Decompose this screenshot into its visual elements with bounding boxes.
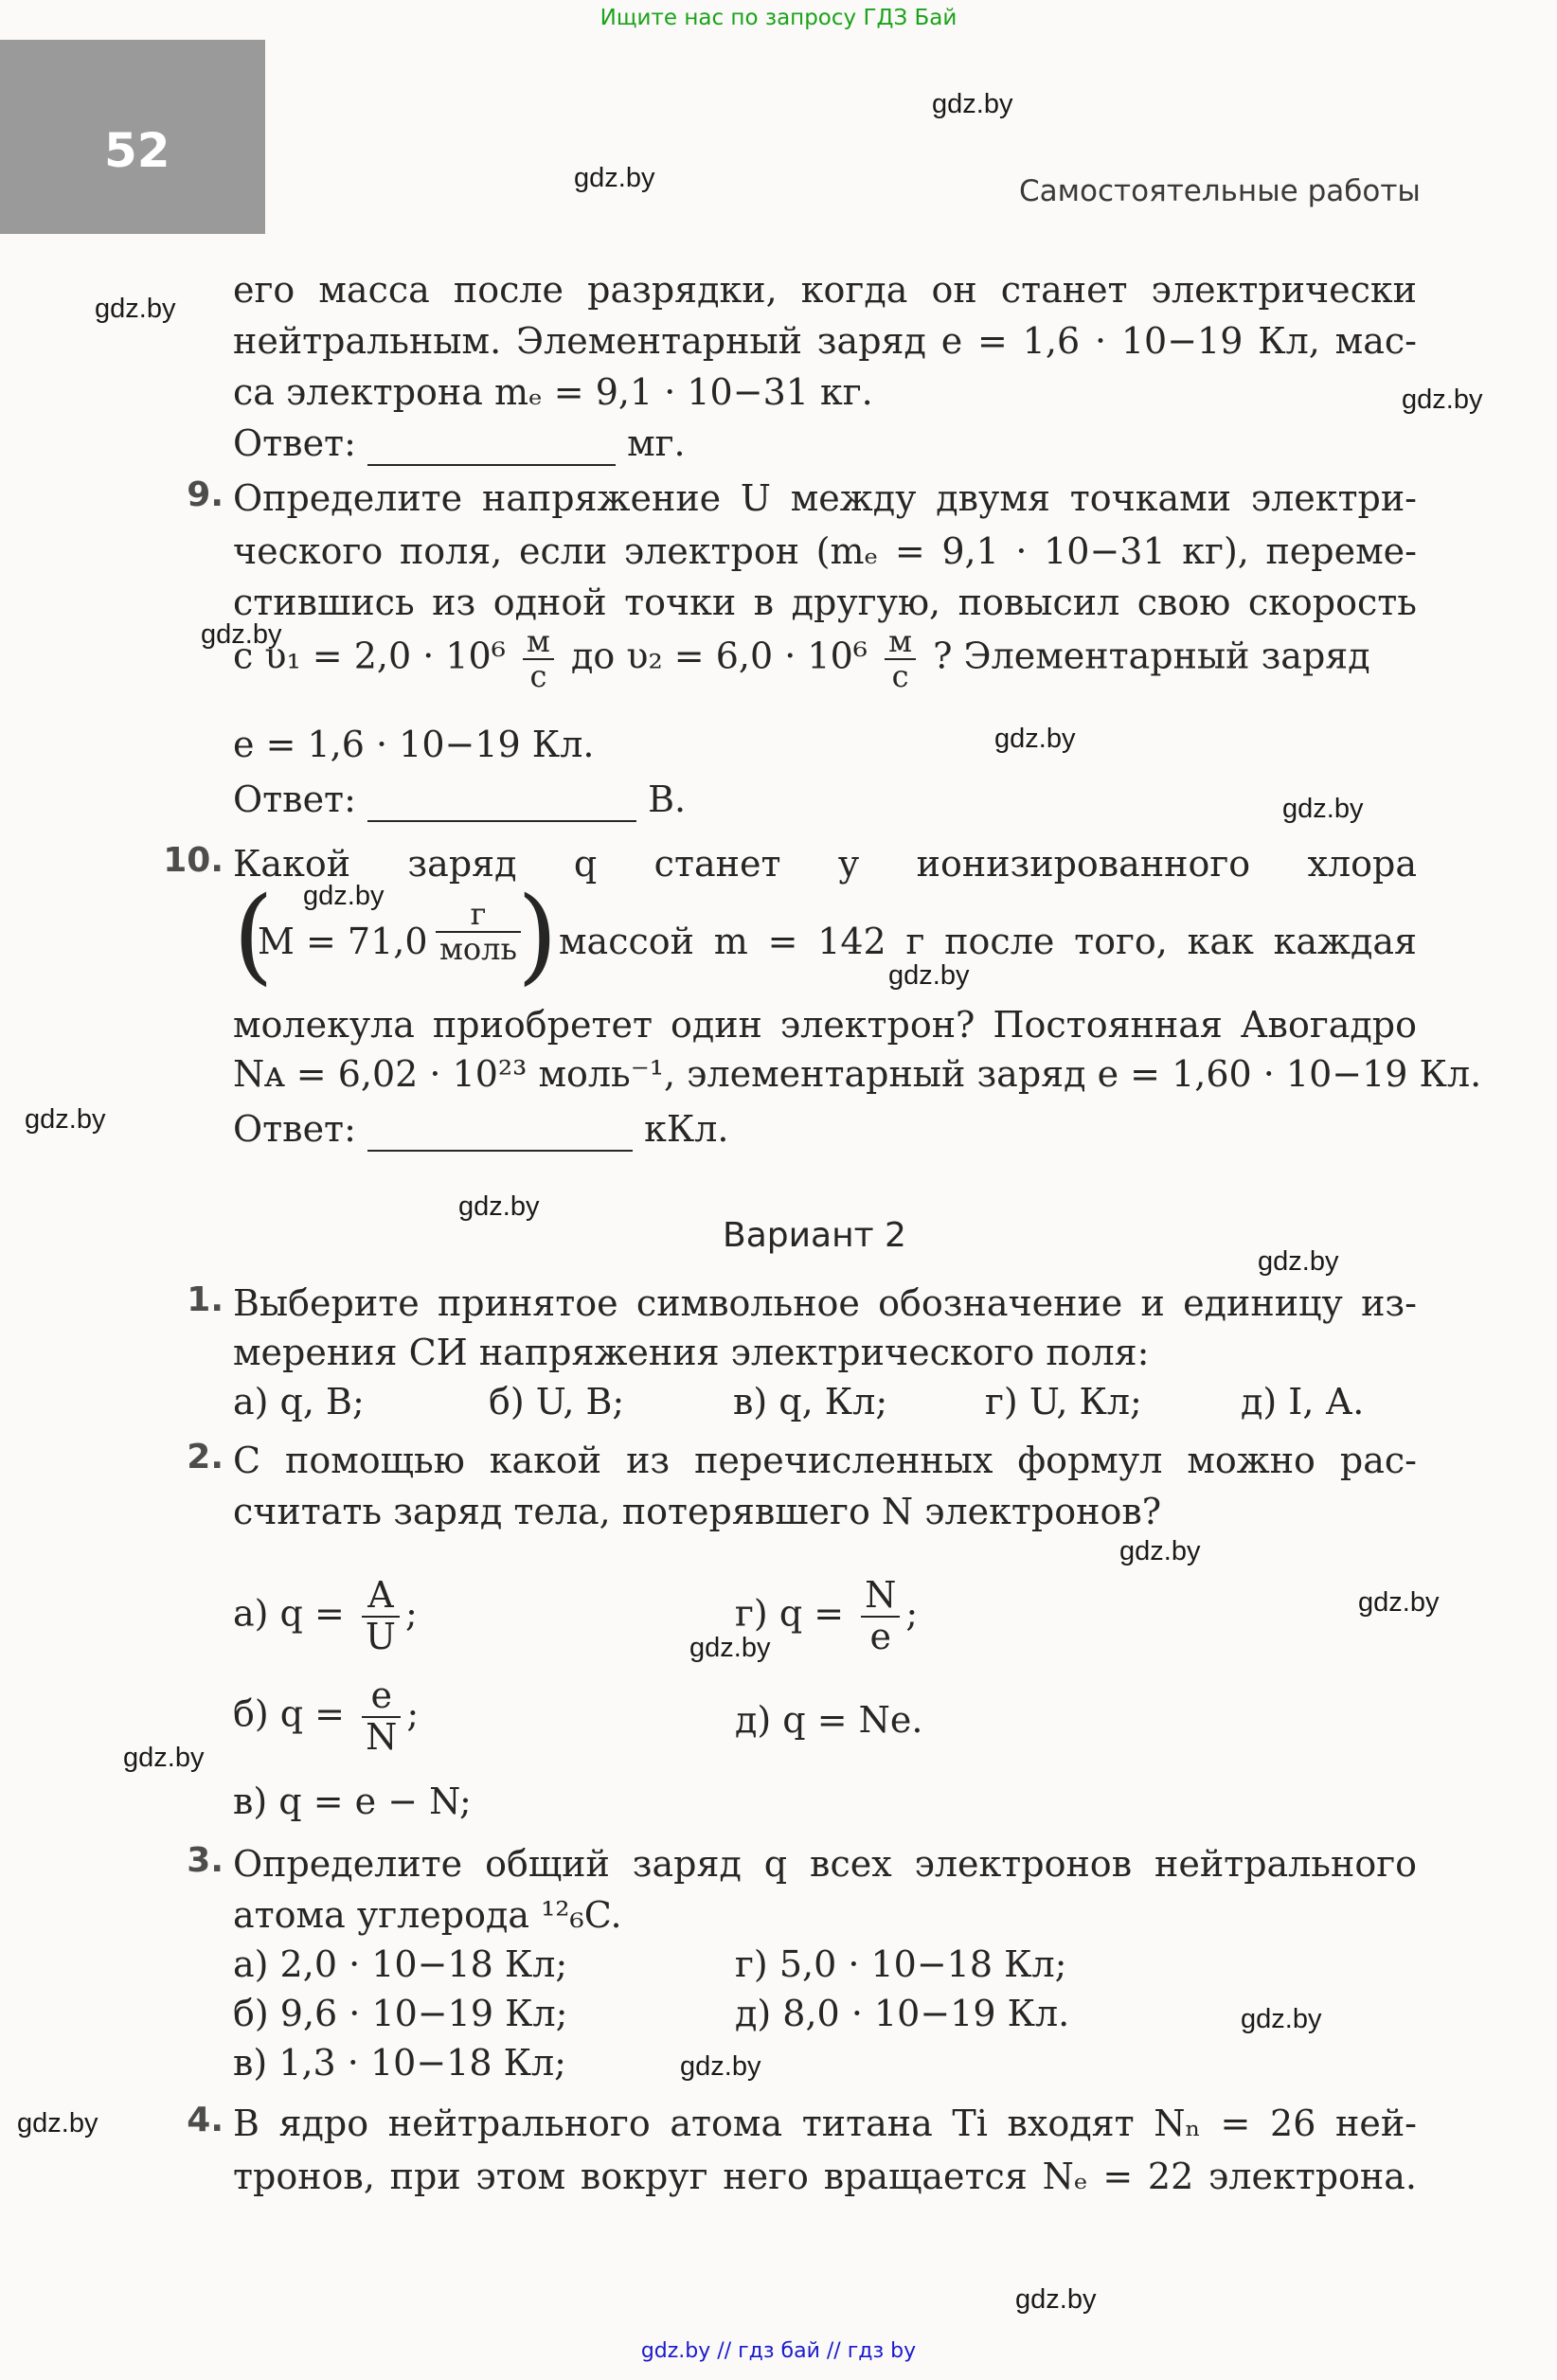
watermark: gdz.by	[932, 89, 1013, 119]
answer-unit: В.	[648, 778, 687, 820]
header-title: Самостоятельные работы	[1019, 174, 1421, 208]
watermark: gdz.by	[201, 619, 282, 650]
frac-den: N	[366, 1715, 398, 1758]
q10-line4: Nᴀ = 6,02 · 10²³ моль⁻¹, элементарный заряд e = 1,60 · 10−19 Кл.	[233, 1053, 1482, 1095]
option-b[interactable]: б) U, В;	[489, 1381, 625, 1423]
top-banner: Ищите нас по запросу ГДЗ Бай	[600, 6, 957, 30]
answer-unit: кКл.	[644, 1108, 729, 1150]
q8-answer-row	[233, 421, 1417, 466]
q9-v2: до υ₂ = 6,0 · 10⁶	[571, 635, 868, 677]
fraction	[523, 625, 554, 693]
answer-blank[interactable]	[367, 782, 636, 822]
watermark: gdz.by	[689, 1633, 771, 1663]
v2q3-number: 3.	[187, 1841, 224, 1880]
v2q3-line2: атома углерода ¹²₆C.	[233, 1894, 622, 1936]
page-number: 52	[104, 123, 170, 178]
q9-line1: Определите напряжение U между двумя точками электри-	[233, 477, 1417, 519]
option-label: г) q =	[735, 1592, 845, 1635]
option-a[interactable]: а) q, В;	[233, 1381, 365, 1423]
v2q4-number: 4.	[187, 2101, 224, 2139]
frac-num: м	[523, 625, 554, 660]
fraction	[861, 1576, 900, 1657]
variant-heading: Вариант 2	[723, 1216, 906, 1255]
fraction	[885, 625, 916, 693]
v2q1-number: 1.	[187, 1280, 224, 1319]
q10-mass: массой m = 142 г после того, как каждая	[559, 921, 1417, 962]
fraction	[436, 898, 521, 966]
v2q1-line2: мерения СИ напряжения электрического поля:	[233, 1332, 1150, 1373]
paren-left: (	[233, 874, 274, 995]
watermark: gdz.by	[1358, 1587, 1440, 1618]
q9-line3: стившись из одной точки в другую, повысил свою скорость	[233, 582, 1417, 623]
watermark: gdz.by	[1015, 2284, 1097, 2315]
q8-line3: са электрона mₑ = 9,1 · 10−31 кг.	[233, 371, 873, 413]
watermark: gdz.by	[574, 163, 655, 193]
frac-num: e	[362, 1676, 401, 1718]
option-v[interactable]: в) 1,3 · 10−18 Кл;	[233, 2042, 566, 2084]
q8-line2: нейтральным. Элементарный заряд e = 1,6 · 10−19 Кл, мас-	[233, 320, 1417, 362]
q10-line1: Какой заряд q станет у ионизированного хлора	[233, 843, 1417, 885]
q9-answer-row	[233, 777, 1417, 822]
answer-label: Ответ:	[233, 778, 356, 820]
q8-line1: его масса после разрядки, когда он станет электрически	[233, 269, 1417, 311]
answer-label: Ответ:	[233, 422, 356, 464]
watermark: gdz.by	[1402, 385, 1483, 415]
option-b[interactable]: б) 9,6 · 10−19 Кл;	[233, 1993, 568, 2034]
option-v[interactable]: в) q = e − N;	[233, 1781, 472, 1822]
watermark: gdz.by	[1241, 2004, 1322, 2034]
q9-number: 9.	[187, 475, 224, 514]
option-g[interactable]: г) q = $\frac{N}{e}$ ;	[735, 1574, 919, 1657]
option-g[interactable]: г) U, Кл;	[985, 1381, 1142, 1423]
q10-answer-row	[233, 1106, 1417, 1152]
v2q2-line1: С помощью какой из перечисленных формул можно рас-	[233, 1440, 1417, 1481]
v2q4-line2: тронов, при этом вокруг него вращается Nₑ = 22 электрона.	[233, 2156, 1417, 2197]
option-label: б) q =	[233, 1692, 346, 1735]
v2q4-line1: В ядро нейтрального атома титана Ti входят Nₙ = 26 ней-	[233, 2103, 1417, 2144]
fraction	[362, 1576, 400, 1657]
watermark: gdz.by	[123, 1743, 205, 1773]
option-d[interactable]: д) 8,0 · 10−19 Кл.	[735, 1993, 1070, 2034]
q10-line3: молекула приобретет один электрон? Постоянная Авогадро	[233, 1004, 1417, 1046]
answer-blank[interactable]	[367, 426, 616, 466]
option-a[interactable]: а) q = $\frac{A}{U}$ ;	[233, 1574, 418, 1657]
watermark: gdz.by	[1258, 1246, 1339, 1277]
frac-den: U	[365, 1615, 396, 1657]
frac-num: A	[362, 1576, 400, 1618]
q9-line2: ческого поля, если электрон (mₑ = 9,1 · 10−31 кг), переме-	[233, 530, 1417, 572]
fraction	[362, 1676, 401, 1758]
option-v[interactable]: в) q, Кл;	[733, 1381, 888, 1423]
watermark: gdz.by	[95, 294, 176, 324]
option-d[interactable]: д) q = Ne.	[735, 1699, 923, 1741]
frac-den: e	[869, 1615, 892, 1657]
answer-unit: мг.	[627, 422, 686, 464]
option-label: а) q =	[233, 1592, 345, 1635]
watermark: gdz.by	[1282, 794, 1364, 824]
frac-den: с	[529, 658, 547, 695]
v2q1-line1: Выберите принятое символьное обозначение и единицу из-	[233, 1282, 1417, 1324]
watermark: gdz.by	[25, 1104, 106, 1135]
paren-right: )	[517, 874, 558, 995]
q10-molar-mass: M = 71,0	[258, 921, 428, 962]
frac-num: м	[885, 625, 916, 660]
watermark: gdz.by	[888, 960, 970, 991]
option-a[interactable]: а) 2,0 · 10−18 Кл;	[233, 1943, 568, 1985]
q9-line5: e = 1,6 · 10−19 Кл.	[233, 724, 595, 765]
watermark: gdz.by	[17, 2108, 98, 2138]
frac-num: г	[436, 898, 521, 933]
watermark: gdz.by	[458, 1191, 540, 1222]
watermark: gdz.by	[994, 724, 1076, 754]
v2q3-line1: Определите общий заряд q всех электронов нейтрального	[233, 1843, 1417, 1885]
answer-label: Ответ:	[233, 1108, 356, 1150]
option-b[interactable]: б) q = $\frac{e}{N}$ ;	[233, 1674, 420, 1758]
frac-num: N	[861, 1576, 900, 1618]
v2q2-number: 2.	[187, 1438, 224, 1476]
q10-number: 10.	[163, 841, 224, 880]
q10-line2	[233, 874, 1417, 995]
frac-den: с	[891, 658, 909, 695]
watermark: gdz.by	[303, 881, 385, 911]
watermark: gdz.by	[680, 2051, 761, 2082]
option-d[interactable]: д) I, А.	[1241, 1381, 1365, 1423]
q9-tail: ? Элементарный заряд	[933, 635, 1370, 677]
watermark: gdz.by	[1119, 1536, 1201, 1566]
q9-v1: с υ₁ = 2,0 · 10⁶	[233, 635, 506, 677]
q9-line4	[233, 625, 1417, 693]
frac-den: моль	[439, 931, 517, 968]
v2q2-line2: считать заряд тела, потерявшего N электронов?	[233, 1491, 1162, 1532]
answer-blank[interactable]	[367, 1112, 633, 1152]
option-g[interactable]: г) 5,0 · 10−18 Кл;	[735, 1943, 1067, 1985]
footer-banner: gdz.by // гдз бай // гдз by	[640, 2339, 917, 2363]
